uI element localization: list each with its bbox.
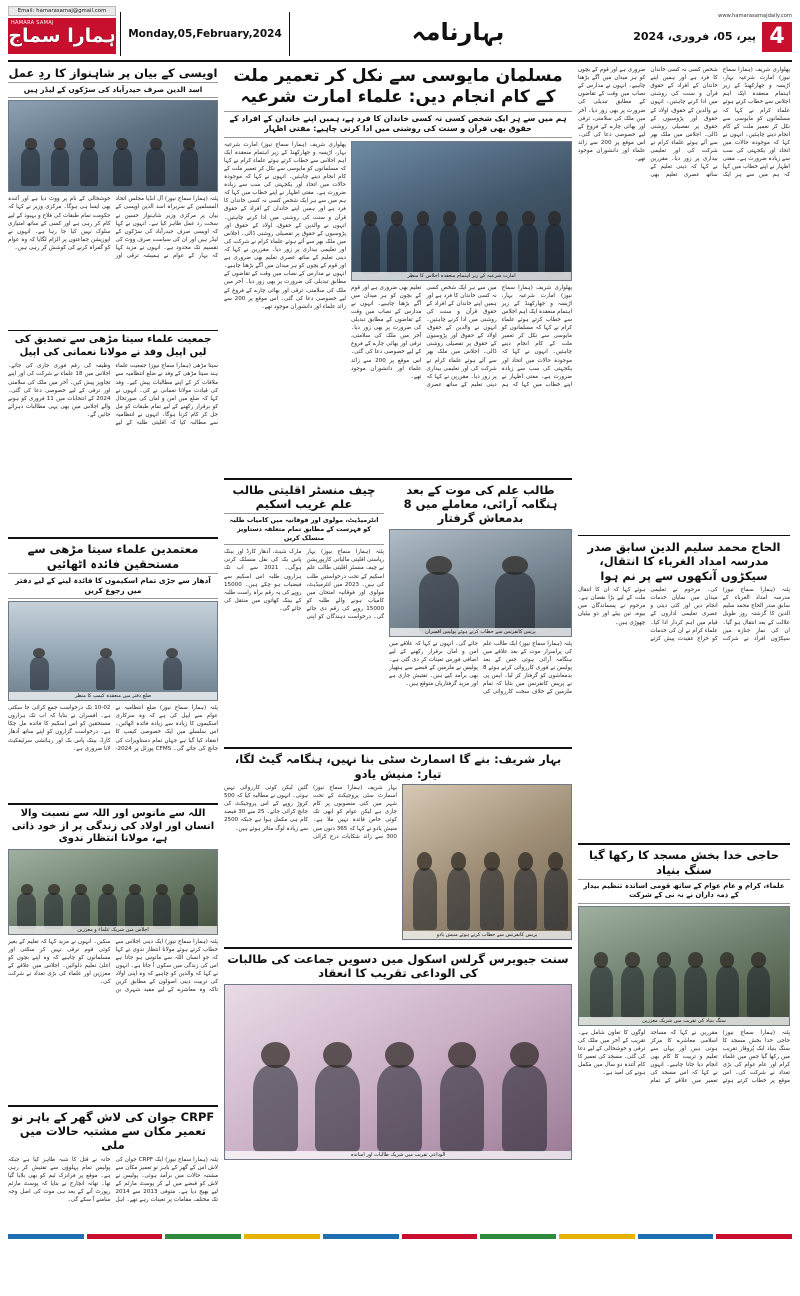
footer-color-bar [8,1231,792,1241]
article-body: بہار شریف (ہمارا سماج نیوز) اسمارٹ سٹی پروجیکٹ کے تحت شہر میں کئی منصوبوں پر کام جاری ہے لیکن عوام کو ابھی تک کوئی خاص فائدہ نہیں ملا ہے۔ منیش یادو نے کہا کہ 365 دنوں میں 300 سے زائد شکایات درج کرائی گئیں لیکن کوئی کارروائی نہیں ہوئی۔ انہوں نے مطالبہ کیا کہ 500 کروڑ روپے کے اس پروجیکٹ کی جانچ کرائی جائے۔ 25 سے 30 فیصد کام ہی مکمل ہوا ہے جبکہ 2500 سے زیادہ لوگ متاثر ہوئے ہیں۔ [224,784,397,840]
article-photo [224,984,572,1160]
article-body: پٹنہ (ہمارا سماج نیوز) مدرسہ امداد الغرباء کے سابق صدر الحاج محمد سلیم الدین کا گزشتہ روز طویل علالت کے بعد انتقال ہو گیا۔ ان کی نماز جنازہ میں سیکڑوں افراد نے شرکت کی۔ مرحوم نے تعلیمی میدان میں نمایاں خدمات انجام دیں اور کئی دینی و عصری تعلیمی اداروں کے قیام میں اہم کردار ادا کیا۔ علماء کرام نے ان کی خدمات کو خراج عقیدت پیش کرتے ہوئے کہا کہ ان کا انتقال ملت کے لیے بڑا نقصان ہے۔ مرحوم نے پسماندگان میں بیوہ، تین بیٹے اور دو بیٹیاں چھوڑی ہیں۔ [578,587,790,642]
divider [224,747,572,749]
headline: طالب علم کی موت کے بعد ہنگامہ آرائی، معاملے میں 8 بدمعاش گرفتار [403,482,558,526]
headline: چیف منسٹر اقلیتی طالب علم غریب اسکیم [232,482,376,511]
article-photo [389,529,572,637]
article-aadhaar-schemes [8,542,218,796]
column-right [578,66,790,1226]
photo-caption: ضلع دفتر میں منعقدہ کیمپ کا منظر [9,692,217,700]
article-body: پٹنہ (ہمارا سماج نیوز) ایک CRPF جوان کی لاش اس کے گھر کے باہر نو تعمیر مکان سے مشتبہ حالات میں برآمد ہوئی۔ پولیس نے لاش کو قبضے میں لے کر پوسٹ مارٹم کے لیے بھیج دیا ہے۔ متوفی 2013 سے 2014 تک مختلف مقامات پر تعینات رہے تھے۔ اہل خانہ نے قتل کا شبہ ظاہر کیا ہے جبکہ پولیس تمام پہلوؤں سے تفتیش کر رہی ہے۔ موقع پر فرانزک ٹیم کو بھی بلایا گیا تھا۔ تھانہ انچارج نے بتایا کہ پوسٹ مارٹم رپورٹ آنے کے بعد ہی موت کی اصل وجہ سامنے آ سکے گی۔ [8,1156,218,1204]
headline: حاجی خدا بخش مسجد کا رکھا گیا سنگ بنیاد [589,848,779,877]
article-obituary-salimuddin [578,540,790,836]
headline: مسلمان مایوسی سے نکل کر تعمیر ملت کے کام انجام دیں: علماء امارت شرعیہ [233,66,563,108]
article-owaisi-response [8,66,218,323]
photo-caption: امارت شرعیہ کے زیر اہتمام منعقدہ اجلاس کا منظر [352,272,571,280]
headline: الحاج محمد سلیم الدین سابق صدر مدرسہ امداد الغرباء کا انتقال، سیکڑوں آنکھوں سے پر نم ہوا [587,540,781,583]
column-center [224,66,572,1226]
article-body: پٹنہ (ہمارا سماج نیوز) ایک دینی اجلاس سے خطاب کرتے ہوئے مولانا انتظار ندوی نے کہا کہ جو انسان اللہ سے مانوس ہو جاتا ہے اس کی زندگی میں سکون آ جاتا ہے۔ انہوں نے کہا کہ والدین کو چاہیے کہ وہ اپنی اولاد کی تربیت دینی اصولوں کے مطابق کریں تاکہ وہ معاشرے کے لیے مفید شہری بن سکیں۔ انہوں نے مزید کہا کہ تعلیم کے بغیر کوئی قوم ترقی نہیں کر سکتی اور مسلمانوں کو چاہیے کہ وہ اپنے بچوں کو اعلیٰ تعلیم دلوائیں۔ اجلاس میں علاقے کے معززین اور علماء کی بڑی تعداد نے شرکت کی۔ [8,938,218,994]
photo-caption: سنگ بنیاد کی تقریب میں شریک معززین [579,1017,789,1025]
article-body: پٹنہ (ہمارا سماج نیوز) آل انڈیا مجلس اتحاد المسلمین کے سربراہ اسد الدین اویسی کے بیان پر مرکزی وزیر شاہنواز حسین نے سخت رد عمل ظاہر کیا ہے۔ انہوں نے کہا کہ اویسی صرف حیدرآباد کی سڑکوں کے لیڈر ہیں اور ان کی سیاست صرف ووٹ کی تقسیم تک محدود ہے۔ انہوں نے مزید کہا کہ بہار کے عوام نے ہمیشہ ترقی اور خوشحالی کے نام پر ووٹ دیا ہے اور آئندہ بھی ایسا ہی ہوگا۔ مرکزی وزیر نے کہا کہ حکومت تمام طبقات کی فلاح و بہبود کے لیے کام کر رہی ہے اور کسی کے ساتھ امتیازی سلوک نہیں کیا جا رہا ہے۔ انہوں نے اپوزیشن جماعتوں پر الزام لگایا کہ وہ عوام کو گمراہ کرنے کی کوشش کر رہی ہیں۔ [8,196,218,260]
masthead [8,6,792,62]
divider [8,537,218,539]
article-mosque-foundation [578,848,790,1197]
masthead-center [294,6,622,58]
lead-article-jump-text: پھلواری شریف (ہمارا سماج نیوز) امارت شرعیہ بہار، اڑیسہ و جھارکھنڈ کے زیر اہتمام منعقدہ ایک اہم اجلاس سے خطاب کرتے ہوئے علماء کرام نے کہا کہ مسلمانوں کو مایوسی سے نکل کر تعمیر ملت کے کام انجام دینے چاہئیں۔ انہوں نے کہا کہ موجودہ حالات میں اتحاد اور یکجہتی کی سب سے زیادہ ضرورت ہے۔ مفتی اظہار نے اپنے خطاب میں کہا کہ ہم میں سے ہر ایک شخص کسی نہ کسی خاندان کا فرد ہے اور ہمیں اپنے خاندان کے افراد کے حقوق قرآن و سنت کی روشنی میں ادا کرنے چاہئیں۔ انہوں نے والدین کے حقوق، اولاد کے حقوق اور پڑوسیوں کے حقوق پر تفصیلی روشنی ڈالی۔ اجلاس میں ملک بھر سے آئے ہوئے علماء کرام نے شرکت کی اور تعلیمی بیداری پر زور دیا۔ مقررین نے کہا کہ دینی تعلیم کے ساتھ عصری تعلیم بھی ضروری ہے اور قوم کے بچوں کو ہر میدان میں آگے بڑھنا چاہیے۔ انہوں نے مدارس کے نصاب میں وقت کے تقاضوں کے مطابق تبدیلی کی ضرورت پر بھی زور دیا۔ آخر میں ملک کی سلامتی، ترقی اور بھائی چارے کے فروغ کے لیے خصوصی دعا کی گئی۔ اس موقع پر 200 سے زائد علماء اور دانشوران موجود تھے۔ [578,66,790,536]
contact-email: Email: hamarasamaj@gmail.com [8,6,116,16]
color-segment [638,1234,714,1239]
subheadline: آدھار سے جڑی تمام اسکیموں کا فائدہ لینے کے لیے دفتر میں رجوع کریں [8,573,218,599]
article-body: پٹنہ (ہمارا سماج نیوز) ایک طالب علم کی پراسرار موت کے بعد علاقے میں ہنگامہ آرائی ہوئی جس کے بعد پولیس نے فوری کارروائی کرتے ہوئے 8 بدمعاشوں کو گرفتار کر لیا۔ ایس پی نے پریس کانفرنس میں بتایا کہ تمام ملزمین کے خلاف سخت کارروائی کی جائے گی۔ انہوں نے کہا کہ علاقے میں امن و امان برقرار رکھنے کے لیے اضافی فورس تعینات کر دی گئی ہے۔ پولیس نے ملزمین کے قبضے سے ہتھیار بھی برآمد کیے ہیں۔ تفتیش جاری ہے اور مزید گرفتاریاں متوقع ہیں۔ [389,640,572,696]
article-maulana-intezar [8,808,218,1098]
subheadline: علماء، کرام و عام عوام کے ساتھ قومی اساتذہ تنظیم بیدار کے ذمہ داران نے نہ نی کے شرکت [578,879,790,904]
issue-date-urdu: پیر، 05، فروری، 2024 [633,30,756,43]
article-photo [578,906,790,1026]
subheadline: ہم میں سے ہر ایک شخص کسی نہ کسی خاندان کا فرد ہے، ہمیں اپنے خاندان کے افراد کے حقوق بھی قرآن و سنت کی روشنی میں ادا کرنی چاہیے: مفتی اظہار [224,111,572,138]
article-lead-imarat-shariah [224,66,572,471]
color-segment [716,1234,792,1239]
website-url: www.hamarasamajdaily.com [718,12,792,19]
article-cm-minority-scheme [224,483,384,745]
article-body: پٹنہ (ہمارا سماج نیوز) بہار ریاستی اقلیتی مالیاتی کارپوریشن نے چیف منسٹر اقلیتی طالب علم اسکیم کے تحت درخواستیں طلب کی ہیں۔ 2023 میں انٹرمیڈیٹ، مولوی اور فوقانیہ امتحان میں کامیاب ہونے والے طلبہ کو 15000 روپے کی رقم دی جائے گی۔ درخواست دہندگان کو اپنی مارک شیٹ، آدھار کارڈ اور بینک پاس بک کی نقل منسلک کرنی ہوگی۔ 2021 سے اب تک ہزاروں طلبہ اس اسکیم سے فیضیاب ہو چکے ہیں۔ 15000 روپے کی یہ رقم براہ راست طلبہ کے بینک کھاتوں میں منتقل کی جائے گی۔ [224,549,384,621]
headline: اللہ سے مانوس اور اللہ سے نسبت والا انسان اور اولاد کی زندگی پر از خود ذاتی ہے، مولانا انتظار ندوی [11,808,215,845]
headline: معتمدین علماء سیتا مڑھی سے مستحقین فائدہ اٹھائیں [27,542,199,571]
article-body: پٹنہ (ہمارا سماج نیوز) حاجی خدا بخش مسجد کا سنگ بنیاد ایک پُروقار تقریب میں رکھا گیا جس میں علماء کرام اور عام عوام کی بڑی تعداد نے شرکت کی۔ اس موقع پر خطاب کرتے ہوئے مقررین نے کہا کہ مساجد اسلامی معاشرے کا مرکز ہوتی ہیں اور یہاں سے تعلیم و تربیت کا کام بھی انجام دیا جانا چاہیے۔ انہوں نے کہا کہ اس مسجد کی تعمیر میں علاقے کے تمام لوگوں کا تعاون شامل ہے۔ تقریب کے آخر میں ملک کی ترقی و خوشحالی کے لیے دعا کی گئی۔ مسجد کی تعمیر کا کام آئندہ دو سال میں مکمل ہونے کی امید ہے۔ [578,1029,790,1085]
article-photo [8,601,218,701]
divider [224,478,572,480]
page-number-badge: 4 [762,22,792,52]
divider [578,843,790,845]
divider [8,1105,218,1107]
article-smart-city [224,752,572,940]
subheadline: اسد الدین صرف حیدرآباد کی سڑکوں کے لیڈر ہیں [8,82,218,98]
article-photo [8,100,218,192]
photo-caption: پریس کانفرنس سے خطاب کرتے ہوئے منیش یادو [403,931,571,939]
article-crpf-jawan [8,1110,218,1296]
color-segment [480,1234,556,1239]
article-body: پٹنہ (ہمارا سماج نیوز) ضلع انتظامیہ نے عوام سے اپیل کی ہے کہ وہ سرکاری اسکیموں کا زیادہ سے زیادہ فائدہ اٹھائیں۔ اس سلسلے میں ایک خصوصی کیمپ کا انعقاد کیا گیا ہے جہاں تمام دستاویزات کی جانچ کی جائے گی۔ CFMS پورٹل پر 2024-02-10 تک درخواست جمع کرائی جا سکتی ہے۔ افسران نے بتایا کہ اب تک ہزاروں مستحقین کو اس اسکیم کا فائدہ مل چکا ہے۔ درخواست گزاروں کو اپنے ساتھ آدھار کارڈ، بینک پاس بک اور رہائشی سرٹیفکیٹ لانا ضروری ہے۔ [8,705,218,752]
article-jamiat-sitamarhi [8,334,218,530]
article-body-part1: پھلواری شریف (ہمارا سماج نیوز) امارت شرعیہ بہار، اڑیسہ و جھارکھنڈ کے زیر اہتمام منعقدہ ایک اہم اجلاس سے خطاب کرتے ہوئے علماء کرام نے کہا کہ مسلمانوں کو مایوسی سے نکل کر تعمیر ملت کے کام انجام دینے چاہئیں۔ انہوں نے کہا کہ موجودہ حالات میں اتحاد اور یکجہتی کی سب سے زیادہ ضرورت ہے۔ مفتی اظہار نے اپنے خطاب میں کہا کہ ہم میں سے ہر ایک شخص کسی نہ کسی خاندان کا فرد ہے اور ہمیں اپنے خاندان کے افراد کے حقوق قرآن و سنت کی روشنی میں ادا کرنے چاہئیں۔ انہوں نے والدین کے حقوق، اولاد کے حقوق اور پڑوسیوں کے حقوق پر تفصیلی روشنی ڈالی۔ اجلاس میں ملک بھر سے آئے ہوئے علماء کرام نے شرکت کی اور تعلیمی بیداری پر زور دیا۔ مقررین نے کہا کہ دینی تعلیم کے ساتھ عصری تعلیم بھی ضروری ہے اور قوم کے بچوں کو ہر میدان میں آگے بڑھنا چاہیے۔ انہوں نے مدارس کے نصاب میں وقت کے تقاضوں کے مطابق تبدیلی کی ضرورت پر بھی زور دیا۔ آخر میں ملک کی سلامتی، ترقی اور بھائی چارے کے فروغ کے لیے خصوصی دعا کی گئی۔ اس موقع پر 200 سے زائد علماء اور دانشوران موجود تھے۔ [224,141,346,310]
color-segment [323,1234,399,1239]
page-body [8,66,792,1226]
divider [8,330,218,331]
photo-caption: پریس کانفرنس سے خطاب کرتے ہوئے پولیس افسران [390,628,571,636]
headline: بہار شریف: بنے گا اسمارٹ سٹی بنا نہیں، ہنگامہ گیٹ لگا، تیار: منیش یادو [234,752,562,781]
divider [224,947,572,949]
color-segment [165,1234,241,1239]
article-farewell-ceremony [224,952,572,1160]
headline: سنت جیویرس گرلس اسکول میں دسویں جماعت کی طالبات کی الوداعی تقریب کا انعقاد [227,951,569,981]
masthead-right [622,6,792,58]
headline: اویسی کے بیان پر شاہنواز کا ردِ عمل [8,66,218,80]
logo-urdu-text: ہمارا سماج [8,24,116,47]
page-title: بہارنامہ [411,18,505,46]
article-photo [402,784,572,940]
article-student-death-arrests [389,483,572,745]
subheadline: انٹرمیڈیٹ، مولوی اور فوقانیہ میں کامیاب طلبہ کو فہرست کے مطابق تمام متعلقہ دستاویز منسلک کریں [224,513,384,545]
newspaper-logo [8,18,116,54]
color-segment [8,1234,84,1239]
photo-caption: الوداعی تقریب میں شریک طالبات اور اساتذہ [225,1151,571,1159]
article-photo [351,141,572,281]
color-segment [402,1234,478,1239]
headline: جمعیت علماء سیتا مڑھی سے تصدیق کی لیں اپیل وفد نے مولانا نعمانی کی اپیل [14,334,212,358]
color-segment [244,1234,320,1239]
article-body: سیتا مڑھی (ہمارا سماج نیوز) جمعیت علماء ہند سیتا مڑھی کے وفد نے ضلع انتظامیہ سے ملاقات کر کے اپنے مطالبات پیش کیے۔ وفد کی قیادت مولانا نعمانی نے کی۔ انہوں نے کہا کہ ضلع میں امن و امان کی صورتحال کو برقرار رکھنے کے لیے تمام طبقات کو مل جل کر کام کرنا ہوگا۔ انہوں نے انتظامیہ سے مطالبہ کیا کہ اقلیتی طلبہ کے لیے وظیفہ کی رقم فوری جاری کی جائے۔ اجلاس میں 18 علماء نے شرکت کی اور اپنے تجاویز پیش کیں۔ آخر میں ملک کی سلامتی اور ترقی کے لیے خصوصی دعا کی گئی۔ 2024 کے انتخابات میں 11 فروری کو ہونے والے اجلاس میں بھی یہی مطالبات دہرائے جائیں گے۔ [8,363,218,427]
issue-date-english: Monday,05,February,2024 [120,12,290,56]
color-segment [87,1234,163,1239]
column-left [8,66,218,1226]
divider [8,803,218,805]
logo-english-text: HAMARA SAMAJ [11,20,54,26]
article-body-part2: پھلواری شریف (ہمارا سماج نیوز) امارت شرعیہ بہار، اڑیسہ و جھارکھنڈ کے زیر اہتمام منعقدہ ایک اہم اجلاس سے خطاب کرتے ہوئے علماء کرام نے کہا کہ مسلمانوں کو مایوسی سے نکل کر تعمیر ملت کے کام انجام دینے چاہئیں۔ انہوں نے کہا کہ موجودہ حالات میں اتحاد اور یکجہتی کی سب سے زیادہ ضرورت ہے۔ مفتی اظہار نے اپنے خطاب میں کہا کہ ہم میں سے ہر ایک شخص کسی نہ کسی خاندان کا فرد ہے اور ہمیں اپنے خاندان کے افراد کے حقوق قرآن و سنت کی روشنی میں ادا کرنے چاہئیں۔ انہوں نے والدین کے حقوق، اولاد کے حقوق اور پڑوسیوں کے حقوق پر تفصیلی روشنی ڈالی۔ اجلاس میں ملک بھر سے آئے ہوئے علماء کرام نے شرکت کی اور تعلیمی بیداری پر زور دیا۔ مقررین نے کہا کہ دینی تعلیم کے ساتھ عصری تعلیم بھی ضروری ہے اور قوم کے بچوں کو ہر میدان میں آگے بڑھنا چاہیے۔ انہوں نے مدارس کے نصاب میں وقت کے تقاضوں کے مطابق تبدیلی کی ضرورت پر بھی زور دیا۔ آخر میں ملک کی سلامتی، ترقی اور بھائی چارے کے فروغ کے لیے خصوصی دعا کی گئی۔ اس موقع پر 200 سے زائد علماء اور دانشوران موجود تھے۔ [351,284,572,388]
headline: CRPF جوان کی لاش گھر کے باہر نو تعمیر مکان سے مشتبہ حالات میں ملی [11,1109,215,1153]
masthead-left [8,6,116,58]
article-photo [8,849,218,935]
photo-caption: اجلاس میں شریک علماء و معززین [9,926,217,934]
color-segment [559,1234,635,1239]
